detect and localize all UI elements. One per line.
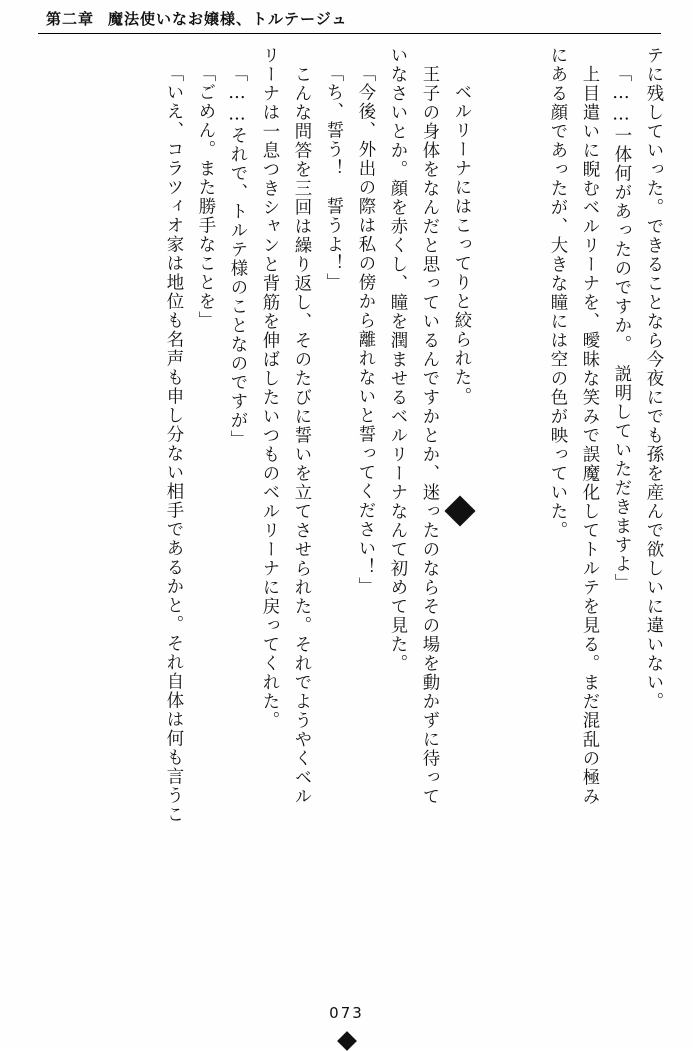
header-rule: [38, 33, 661, 34]
text-column: 「……それで、トルテ様のことなのですが」: [227, 64, 247, 450]
text-column: リーナは一息つきシャンと背筋を伸ばしたいつものベルリーナに戻ってくれた。: [259, 46, 279, 730]
text-column: ベルリーナにはこってりと絞られた。: [451, 64, 471, 406]
diamond-mark-icon: [337, 1031, 357, 1051]
text-column: 「……一体何があったのですか。 説明していただきますよ」: [611, 64, 631, 593]
text-column: 「ち、誓う！ 誓うよ！」: [323, 64, 343, 292]
text-column: 「今後、外出の際は私の傍から離れないと誓ってください！」: [355, 64, 375, 596]
text-column: 「いえ、コラツィオ家は地位も名声も申し分ない相手であるかと。それ自体は何も言うこ: [163, 64, 183, 824]
text-column: 「ごめん。また勝手なことを」: [195, 64, 215, 330]
page-number: 073: [329, 1004, 364, 1022]
text-column: 王子の身体をなんだと思っているんですかとか、迷ったのならその場を動かずに待って: [419, 46, 439, 806]
chapter-title: 魔法使いなお嬢様、トルテージュ: [108, 10, 348, 28]
text-column: テに残していった。できることなら今夜にでも孫を産んで欲しいに違いない。: [643, 46, 663, 711]
text-column-blank: [501, 46, 533, 996]
text-column: こんな問答を三回は繰り返し、そのたびに誓いを立てさせられた。それでようやくベル: [291, 46, 311, 806]
text-column: 上目遣いに睨むベルリーナを、曖昧な笑みで誤魔化してトルテを見る。まだ混乱の極み: [579, 46, 599, 806]
chapter-number: 第二章: [46, 10, 95, 28]
vertical-text-body: [36, 46, 661, 996]
text-column: いなさいとか。顔を赤くし、瞳を潤ませるベルリーナなんて初めて見た。: [387, 46, 407, 673]
text-column-blank: [469, 46, 501, 996]
text-column: にある顔であったが、大きな瞳には空の色が映っていた。: [547, 46, 567, 540]
running-head: [46, 8, 653, 34]
